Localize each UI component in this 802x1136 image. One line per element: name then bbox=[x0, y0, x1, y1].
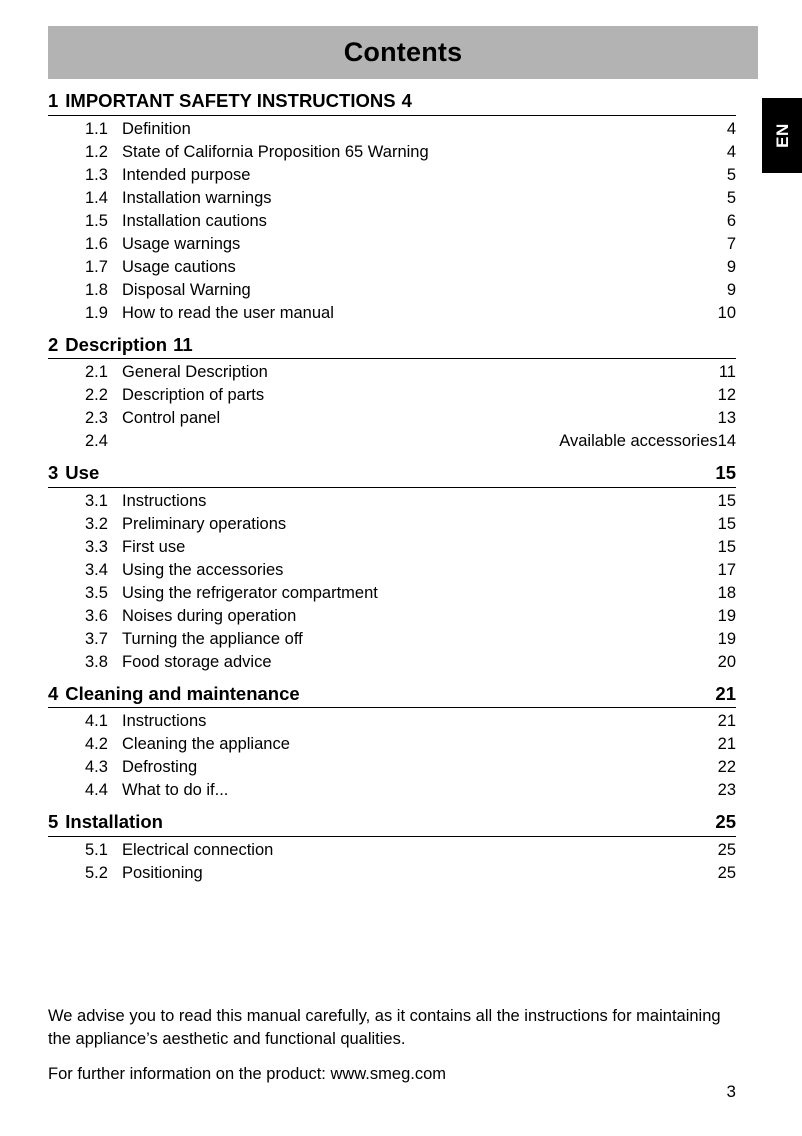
toc-section-rule bbox=[48, 358, 736, 359]
advice-line-1: We advise you to read this manual carefully, as it contains all the instructions for maintaining bbox=[48, 1007, 721, 1025]
toc-section bbox=[48, 333, 736, 454]
toc-section bbox=[48, 92, 736, 325]
toc-entry-label: General Description bbox=[122, 363, 268, 381]
toc-entry-number: 1.4 bbox=[85, 188, 108, 207]
toc-entry[interactable] bbox=[48, 536, 736, 559]
toc-entry-page: 12 bbox=[717, 386, 736, 404]
toc-entry-number: 3.8 bbox=[85, 652, 108, 671]
toc-section-page: 25 bbox=[715, 811, 736, 832]
toc-entry-number: 1.6 bbox=[85, 234, 108, 253]
toc-entry-label: Instructions bbox=[122, 491, 207, 510]
toc-entry-page: 6 bbox=[726, 211, 736, 230]
toc-entry-page: 5 bbox=[726, 188, 736, 207]
toc-entry-page: 25 bbox=[717, 840, 736, 859]
toc-entry-number: 3.5 bbox=[85, 583, 108, 602]
toc-entry-label: Defrosting bbox=[122, 758, 198, 776]
toc-entry-page: 22 bbox=[717, 758, 736, 776]
footer-paragraph-gap bbox=[48, 1051, 758, 1063]
toc-entry-label: State of California Proposition 65 Warning bbox=[122, 142, 429, 161]
toc-entry-number: 1.2 bbox=[85, 142, 108, 161]
toc-section-number: 1 bbox=[48, 90, 59, 111]
toc-entry-number: 1.3 bbox=[85, 165, 108, 184]
toc-entry-page: 9 bbox=[726, 257, 736, 276]
toc-entry-page: 15 bbox=[717, 491, 736, 510]
toc-entry-label: Turning the appliance off bbox=[122, 629, 303, 648]
toc-section-title: Use bbox=[65, 462, 100, 483]
toc-section-title: Cleaning and maintenance bbox=[65, 682, 300, 704]
toc-section bbox=[48, 813, 736, 885]
toc-entry[interactable] bbox=[48, 839, 736, 862]
toc-entry[interactable] bbox=[48, 582, 736, 605]
toc-entry-number: 3.3 bbox=[85, 537, 108, 556]
toc-entry-label: Installation warnings bbox=[122, 188, 272, 207]
toc-entry-label: First use bbox=[122, 537, 186, 556]
toc-entry-number: 3.7 bbox=[85, 629, 108, 648]
toc-section-gap bbox=[48, 453, 736, 464]
toc-entry-number: 4.4 bbox=[85, 781, 108, 799]
toc-entry-number: 5.1 bbox=[85, 840, 108, 859]
toc-entry[interactable] bbox=[48, 210, 736, 233]
language-tab-label: EN bbox=[772, 123, 792, 148]
toc-section-heading[interactable] bbox=[48, 92, 736, 115]
toc-entry-label: Description of parts bbox=[122, 386, 265, 404]
toc-section-title: Description bbox=[65, 333, 168, 355]
toc-section-rule bbox=[48, 707, 736, 708]
toc-entry[interactable] bbox=[48, 407, 736, 430]
toc-entry[interactable] bbox=[48, 862, 736, 885]
toc-entry[interactable] bbox=[48, 384, 736, 407]
toc-entry[interactable] bbox=[48, 756, 736, 779]
toc-entry-label: Electrical connection bbox=[122, 840, 274, 859]
toc-entry-page: 15 bbox=[717, 514, 736, 533]
toc-section-rule bbox=[48, 115, 736, 116]
toc-entry-label: Definition bbox=[122, 119, 191, 138]
toc-entry[interactable] bbox=[48, 559, 736, 582]
toc-entry-label: Installation cautions bbox=[122, 211, 267, 230]
toc-entry[interactable] bbox=[48, 302, 736, 325]
toc-entry-label: Intended purpose bbox=[122, 165, 251, 184]
toc-entry-page: 4 bbox=[726, 142, 736, 161]
toc-entry-label: Instructions bbox=[122, 712, 207, 730]
toc-entry[interactable] bbox=[48, 651, 736, 674]
advice-line-2: the appliance’s aesthetic and functional qualities. bbox=[48, 1030, 406, 1048]
toc-section-page: 4 bbox=[401, 90, 412, 111]
printed-page-number: 3 bbox=[726, 1082, 736, 1101]
toc-entry[interactable] bbox=[48, 141, 736, 164]
toc-entry[interactable] bbox=[48, 605, 736, 628]
toc-entry[interactable] bbox=[48, 361, 736, 384]
toc-entry-label: Using the accessories bbox=[122, 560, 284, 579]
toc-entry-label: What to do if... bbox=[122, 781, 229, 799]
toc-entry-number: 2.1 bbox=[85, 363, 108, 381]
toc-entry-page: 9 bbox=[726, 280, 736, 299]
toc-entry-label: Noises during operation bbox=[122, 606, 297, 625]
toc-section-number: 5 bbox=[48, 811, 59, 832]
contents-header-bar bbox=[48, 26, 758, 79]
toc-section-page: 11 bbox=[173, 333, 193, 355]
toc-entry-label: Control panel bbox=[122, 409, 221, 427]
toc-entry-page: 4 bbox=[726, 119, 736, 138]
toc-entry-label: Preliminary operations bbox=[122, 514, 287, 533]
toc-entry-page: 18 bbox=[717, 583, 736, 602]
toc-entry-page: 7 bbox=[726, 234, 736, 253]
toc-entry-page: 23 bbox=[717, 781, 736, 799]
toc-entry[interactable] bbox=[48, 187, 736, 210]
toc-section-page: 15 bbox=[715, 462, 736, 483]
table-of-contents bbox=[48, 92, 736, 885]
toc-entry-list bbox=[48, 839, 736, 885]
toc-entry-number: 1.1 bbox=[85, 119, 108, 138]
toc-entry-page: 21 bbox=[717, 735, 736, 753]
toc-entry-number: 2.2 bbox=[85, 386, 108, 404]
toc-entry-number: 4.3 bbox=[85, 758, 108, 776]
toc-entry-page: 14 bbox=[717, 432, 736, 450]
toc-section-heading[interactable] bbox=[48, 682, 736, 708]
toc-entry-page: 15 bbox=[717, 537, 736, 556]
toc-entry[interactable] bbox=[48, 256, 736, 279]
toc-entry-number: 1.9 bbox=[85, 303, 108, 322]
toc-entry-label: Usage warnings bbox=[122, 234, 241, 253]
toc-entry-number: 3.1 bbox=[85, 491, 108, 510]
toc-entry-list bbox=[48, 361, 736, 453]
toc-entry-page: 19 bbox=[717, 629, 736, 648]
toc-section-heading[interactable] bbox=[48, 333, 736, 359]
toc-entry-label: Cleaning the appliance bbox=[122, 735, 290, 753]
toc-entry-number: 4.2 bbox=[85, 735, 108, 753]
toc-entry[interactable] bbox=[48, 164, 736, 187]
toc-section-rule bbox=[48, 487, 736, 488]
toc-section bbox=[48, 682, 736, 803]
toc-entry-page: 10 bbox=[717, 303, 736, 322]
toc-entry-page: 13 bbox=[717, 409, 736, 427]
toc-entry-label: Positioning bbox=[122, 863, 203, 882]
toc-entry-list bbox=[48, 118, 736, 325]
toc-entry-page: 11 bbox=[718, 363, 736, 381]
toc-entry-number: 3.6 bbox=[85, 606, 108, 625]
toc-entry-page: 25 bbox=[717, 863, 736, 882]
toc-entry[interactable] bbox=[48, 513, 736, 536]
toc-section-page: 21 bbox=[715, 682, 736, 704]
toc-entry[interactable] bbox=[48, 430, 736, 453]
toc-entry-label: Disposal Warning bbox=[122, 280, 251, 299]
toc-entry-page: 21 bbox=[717, 712, 736, 730]
toc-section-heading[interactable] bbox=[48, 464, 736, 487]
further-info-line: For further information on the product: www.smeg.com bbox=[48, 1065, 446, 1083]
toc-entry-label: Usage cautions bbox=[122, 257, 236, 276]
toc-section-number: 3 bbox=[48, 462, 59, 483]
toc-entry-number: 1.7 bbox=[85, 257, 108, 276]
toc-entry[interactable] bbox=[48, 628, 736, 651]
toc-entry-number: 3.2 bbox=[85, 514, 108, 533]
toc-entry-page: 5 bbox=[726, 165, 736, 184]
footer-note bbox=[48, 1005, 758, 1086]
toc-entry-page: 17 bbox=[717, 560, 736, 579]
toc-entry[interactable] bbox=[48, 710, 736, 733]
toc-entry-number: 2.3 bbox=[85, 409, 108, 427]
toc-entry-number: 1.8 bbox=[85, 280, 108, 299]
toc-section-heading[interactable] bbox=[48, 813, 736, 836]
toc-entry-page: 20 bbox=[717, 652, 736, 671]
toc-entry-label: Available accessories bbox=[559, 432, 718, 450]
toc-section-number: 4 bbox=[48, 682, 59, 704]
toc-entry-label: How to read the user manual bbox=[122, 303, 334, 322]
toc-entry-list bbox=[48, 710, 736, 802]
toc-entry-number: 5.2 bbox=[85, 863, 108, 882]
toc-entry[interactable] bbox=[48, 233, 736, 256]
toc-entry-number: 3.4 bbox=[85, 560, 108, 579]
toc-entry-page: 19 bbox=[717, 606, 736, 625]
toc-section-number: 2 bbox=[48, 333, 59, 355]
toc-entry[interactable] bbox=[48, 779, 736, 802]
toc-section bbox=[48, 464, 736, 674]
toc-entry[interactable] bbox=[48, 118, 736, 141]
page-title: Contents bbox=[343, 37, 463, 67]
toc-entry-number: 2.4 bbox=[85, 432, 108, 450]
toc-entry-label: Food storage advice bbox=[122, 652, 272, 671]
toc-entry[interactable] bbox=[48, 733, 736, 756]
toc-section-title: Installation bbox=[65, 811, 163, 832]
toc-entry-list bbox=[48, 490, 736, 674]
toc-section-title: IMPORTANT SAFETY INSTRUCTIONS bbox=[65, 90, 396, 111]
toc-section-rule bbox=[48, 836, 736, 837]
toc-entry-number: 4.1 bbox=[85, 712, 108, 730]
toc-entry[interactable] bbox=[48, 490, 736, 513]
toc-entry[interactable] bbox=[48, 279, 736, 302]
language-tab bbox=[762, 98, 802, 173]
toc-entry-label: Using the refrigerator compartment bbox=[122, 583, 378, 602]
toc-entry-number: 1.5 bbox=[85, 211, 108, 230]
